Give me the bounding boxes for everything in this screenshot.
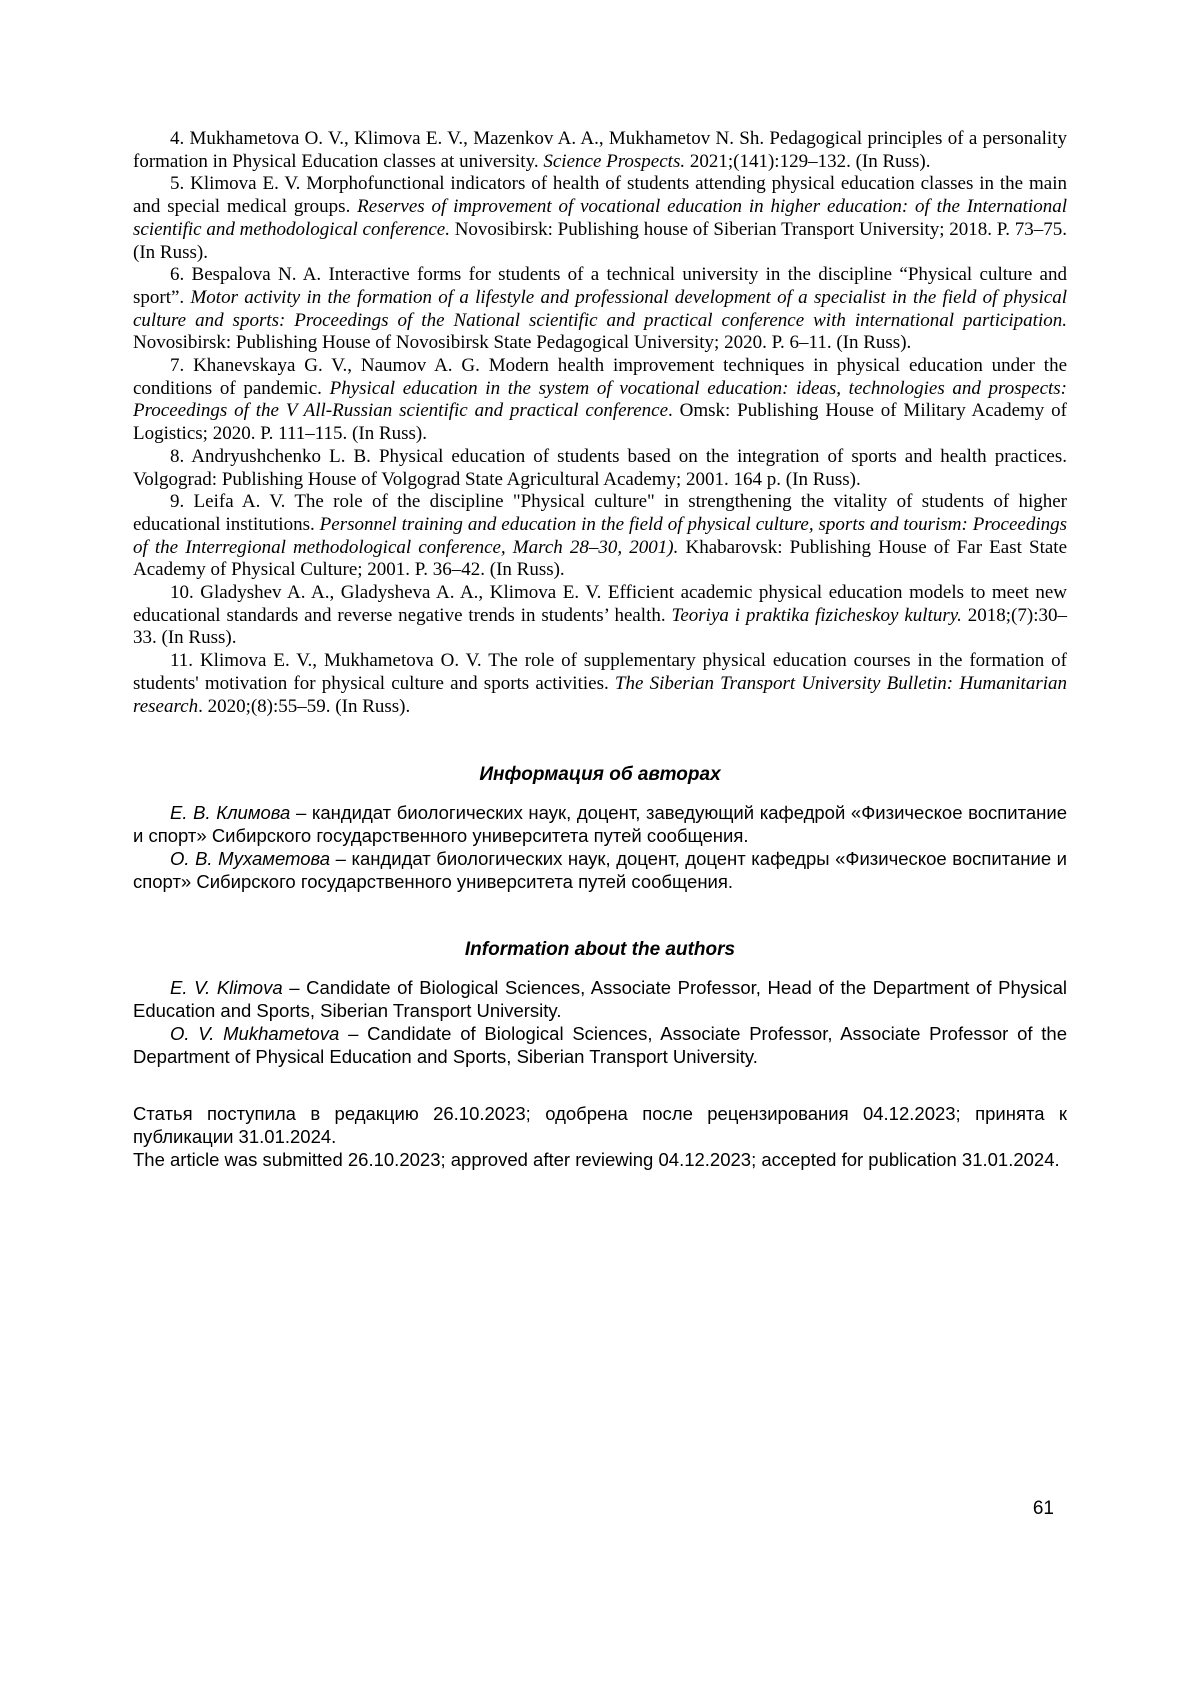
reference-text: 2018;(7):30–33. (In Russ). <box>133 604 1067 649</box>
author-info-en-mukhametova <box>133 1022 1067 1068</box>
reference-text: Khabarovsk: Publishing House of Far East State Academy of Physical Culture; 2001. P. 36–42. (In Russ). <box>133 536 1068 581</box>
reference-item-4 <box>133 128 1067 173</box>
reference-text: 11. Klimova E. V., Mukhametova O. V. The role of supplementary physical education courses in the formation of students' motivation for physical culture and sports activities. <box>133 650 1067 694</box>
reference-source-title: Reserves of improvement of vocational education in higher education: of the International scientific and methodological conference. <box>133 196 1067 240</box>
author-description: – кандидат биологических наук, доцент, доцент кафедры «Физическое воспитание и спорт» Сибирского государственного университета путей сообщения. <box>133 848 1067 893</box>
article-history-ru: Статья поступила в редакцию 26.10.2023; одобрена после рецензирования 04.12.2023; принята к публикации 31.01.2024. <box>133 1103 1067 1148</box>
reference-source-title: Personnel training and education in the field of physical culture, sports and tourism: Proceedings of the Interregional methodological conference, March 28–30, 2001). <box>133 513 1067 558</box>
reference-text: 10. Gladyshev A. A., Gladysheva A. A., Klimova E. V. Efficient academic physical education models to meet new educational standards and reverse negative trends in students’ health. <box>133 582 1067 626</box>
page-content <box>133 128 1067 1171</box>
author-description: – кандидат биологических наук, доцент, заведующий кафедрой «Физическое воспитание и спорт» Сибирского государственного университета путей сообщения. <box>133 802 1068 847</box>
author-name: O. V. Mukhametova <box>170 1023 340 1045</box>
reference-text: 7. Khanevskaya G. V., Naumov A. G. Modern health improvement techniques in physical education under the conditions of pandemic. <box>133 355 1067 399</box>
reference-source-title: The Siberian Transport University Bulletin: Humanitarian research <box>133 672 1067 717</box>
authors-info-ru-section <box>133 764 1067 893</box>
reference-item-7 <box>133 355 1067 446</box>
author-name: E. V. Klimova <box>170 977 283 999</box>
author-description: – Candidate of Biological Sciences, Associate Professor, Head of the Department of Physical Education and Sports, Siberian Transport University. <box>133 977 1067 1022</box>
reference-text: . Omsk: Publishing House of Military Academy of Logistics; 2020. P. 111–115. (In Russ). <box>133 400 1067 445</box>
author-description: – Candidate of Biological Sciences, Associate Professor, Associate Professor of the Department of Physical Education and Sports, Siberian Transport University. <box>133 1023 1067 1068</box>
article-history-en: The article was submitted 26.10.2023; approved after reviewing 04.12.2023; accepted for publication 31.01.2024. <box>133 1149 1060 1171</box>
author-info-en-klimova <box>133 976 1067 1022</box>
reference-text: 5. Klimova E. V. Morphofunctional indicators of health of students attending physical education classes in the main and special medical groups. <box>133 173 1067 218</box>
reference-item-6 <box>133 264 1067 355</box>
authors-info-en-heading: Information about the authors <box>464 939 736 961</box>
reference-item-5 <box>133 173 1067 264</box>
reference-text: Novosibirsk: Publishing House of Novosibirsk State Pedagogical University; 2020. P. 6–11. (In Russ). <box>133 332 912 354</box>
reference-source-title: Science Prospects. <box>543 150 686 172</box>
reference-text: 8. Andryushchenko L. B. Physical education of students based on the integration of sports and health practices. Volgograd: Publishing House of Volgograd State Agricultural Academy; 2001. 164 p. (In Russ). <box>133 445 1067 490</box>
authors-info-ru-heading: Информация об авторах <box>479 764 721 786</box>
page-number: 61 <box>1032 1498 1054 1519</box>
author-info-ru-mukhametova <box>133 847 1067 893</box>
reference-source-title: Motor activity in the formation of a lifestyle and professional development of a specialist in the field of physical culture and sports: Proceedings of the National scientific and practical conference with international participation. <box>133 286 1067 331</box>
reference-text: . 2020;(8):55–59. (In Russ). <box>198 695 411 717</box>
reference-text: 2021;(141):129–132. (In Russ). <box>685 150 931 172</box>
author-name: О. В. Мухаметова <box>170 848 331 870</box>
reference-text: 6. Bespalova N. A. Interactive forms for students of a technical university in the discipline “Physical culture and sport”. <box>133 264 1067 308</box>
article-history-section <box>133 1102 1067 1171</box>
reference-item-11 <box>133 650 1067 718</box>
reference-item-10 <box>133 582 1067 650</box>
reference-text: 9. Leifa A. V. The role of the discipline "Physical culture" in strengthening the vitality of students of higher educational institutions. <box>133 491 1067 535</box>
author-info-ru-klimova <box>133 801 1067 847</box>
author-name: Е. В. Климова <box>170 802 291 824</box>
reference-source-title: Teoriya i praktika fizicheskoy kultury. <box>671 604 962 626</box>
references-section <box>133 128 1067 718</box>
reference-item-8 <box>133 446 1067 491</box>
reference-source-title: Physical education in the system of vocational education: ideas, technologies and prospects: Proceedings of the V All-Russian scientific and practical conference <box>133 377 1067 422</box>
reference-text: 4. Mukhametova O. V., Klimova E. V., Mazenkov A. A., Mukhametov N. Sh. Pedagogical principles of a personality formation in Physical Education classes at university. <box>133 128 1067 172</box>
reference-text: Novosibirsk: Publishing house of Siberian Transport University; 2018. P. 73–75. (In Russ). <box>133 218 1068 263</box>
reference-item-9 <box>133 491 1067 582</box>
authors-info-en-section <box>133 939 1067 1068</box>
